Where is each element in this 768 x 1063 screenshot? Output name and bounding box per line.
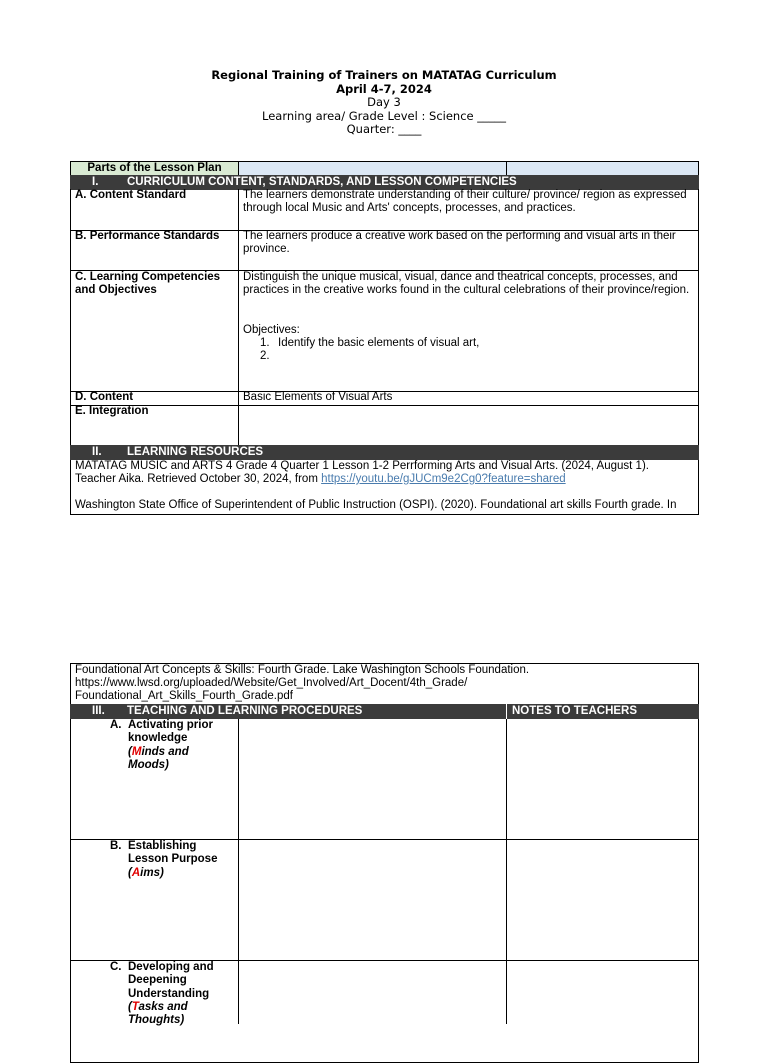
integration-label: E. Integration [75,405,149,417]
procedure-c-letter: C. [110,961,122,973]
resource-cont-line-1: Foundational Art Concepts & Skills: Fourth Grade. Lake Washington Schools Foundation. [75,664,530,676]
competencies-text: Distinguish the unique musical, visual, dance and theatrical concepts, processes, and practices in the creative works found in the cultural celebrations of their province/region. [243,271,690,297]
table2-col-divider-2 [506,719,507,1024]
procedure-b-line-1: Establishing [128,840,197,852]
content-standard-label: A. Content Standard [75,189,187,201]
procedure-c-tag: (Tasks and [128,1000,188,1013]
resource-2-line-1: Washington State Office of Superintendent of Public Instruction (OSPI). (2020). Foundational art skills Fourth grade. In [75,499,677,511]
procedure-a-tag: (Minds and [128,745,189,758]
procedure-c-line-3: Understanding [128,987,210,1000]
procedure-c-label [128,961,236,1027]
resource-cont-line-2: https://www.lwsd.org/uploaded/Website/Get_Involved/Art_Docent/4th_Grade/ [75,677,468,689]
parts-header-label: Parts of the Lesson Plan [87,162,222,174]
procedure-a-rest: inds and [141,745,189,758]
table2-col-divider-1 [238,719,239,1024]
bar-divider [506,704,507,719]
notes-to-teachers-header: NOTES TO TEACHERS [512,705,638,717]
procedure-b-cap: A [131,866,141,879]
section-2-bar [70,445,699,460]
procedure-a-tag-2: Moods) [128,758,169,771]
objective-1-text: Identify the basic elements of visual art, [278,337,480,349]
procedure-a-letter: A. [110,719,122,731]
resource-1-line-1: MATATAG MUSIC and ARTS 4 Grade 4 Quarter 1 Lesson 1-2 Perrforming Arts and Visual Arts. (2024, August 1). [75,460,649,472]
table1-col-divider [238,189,239,446]
header-blank-cell-2 [506,161,699,176]
section-1-title: CURRICULUM CONTENT, STANDARDS, AND LESSON COMPETENCIES [127,176,517,188]
content-text: Basic Elements of Visual Arts [243,391,393,403]
procedure-a-cap: M [131,745,142,758]
procedure-b-line-2: Lesson Purpose [128,853,218,866]
procedure-c-cap: T [131,1000,139,1013]
section-3-title: TEACHING AND LEARNING PROCEDURES [127,705,363,717]
section-3-bar [70,704,699,719]
procedure-b-label [128,840,236,880]
section-1-bar [70,175,699,190]
content-standard-text: The learners demonstrate understanding of their culture/ province/ region as expressed through local Music and Arts' concepts, processes, and practices. [243,189,687,215]
doc-dates: April 4-7, 2024 [336,81,432,96]
procedure-b-tag: (Aims) [128,866,164,879]
procedure-b-rest: ims) [140,866,164,879]
procedure-c-rest: asks and [138,1000,188,1013]
document-header [0,69,768,137]
resource-1-link[interactable]: https://youtu.be/gJUCm9e2Cg0?feature=shared [321,473,566,485]
procedure-a-line-1: Activating prior [128,719,213,731]
competencies-label: C. Learning Competencies and Objectives [75,271,221,297]
resource-cont-line-3: Foundational_Art_Skills_Fourth_Grade.pdf [75,690,293,702]
header-blank-cell-1 [238,161,507,176]
section-1-num: I. [92,176,99,188]
resource-1-retrieved: Teacher Aika. Retrieved October 30, 2024, from [75,473,322,485]
procedure-c-line-1: Developing and [128,961,214,973]
procedure-a-label [128,719,236,772]
doc-learning-area: Learning area/ Grade Level : Science _____ [262,108,506,123]
procedure-c-tag-2: Thoughts) [128,1014,185,1027]
performance-standards-label: B. Performance Standards [75,230,220,242]
section-2-title: LEARNING RESOURCES [127,446,264,458]
section-2-num: II. [92,446,102,458]
row-divider [70,405,699,406]
procedure-a-line-2: knowledge [128,732,188,745]
objective-1-num: 1. [260,337,270,349]
doc-quarter: Quarter: ____ [346,122,422,136]
doc-title: Regional Training of Trainers on MATATAG Curriculum [211,68,557,82]
performance-standards-text: The learners produce a creative work based on the performing and visual arts in their province. [243,230,676,256]
doc-day: Day 3 [367,95,401,109]
parts-header-cell [70,161,239,176]
objective-2-num: 2. [260,350,270,362]
procedure-b-letter: B. [110,840,122,852]
procedure-c-line-2: Deepening [128,974,187,987]
resource-1-line-2 [75,473,695,486]
section-3-num: III. [92,705,105,717]
objectives-label: Objectives: [243,324,300,336]
content-label: D. Content [75,391,134,403]
